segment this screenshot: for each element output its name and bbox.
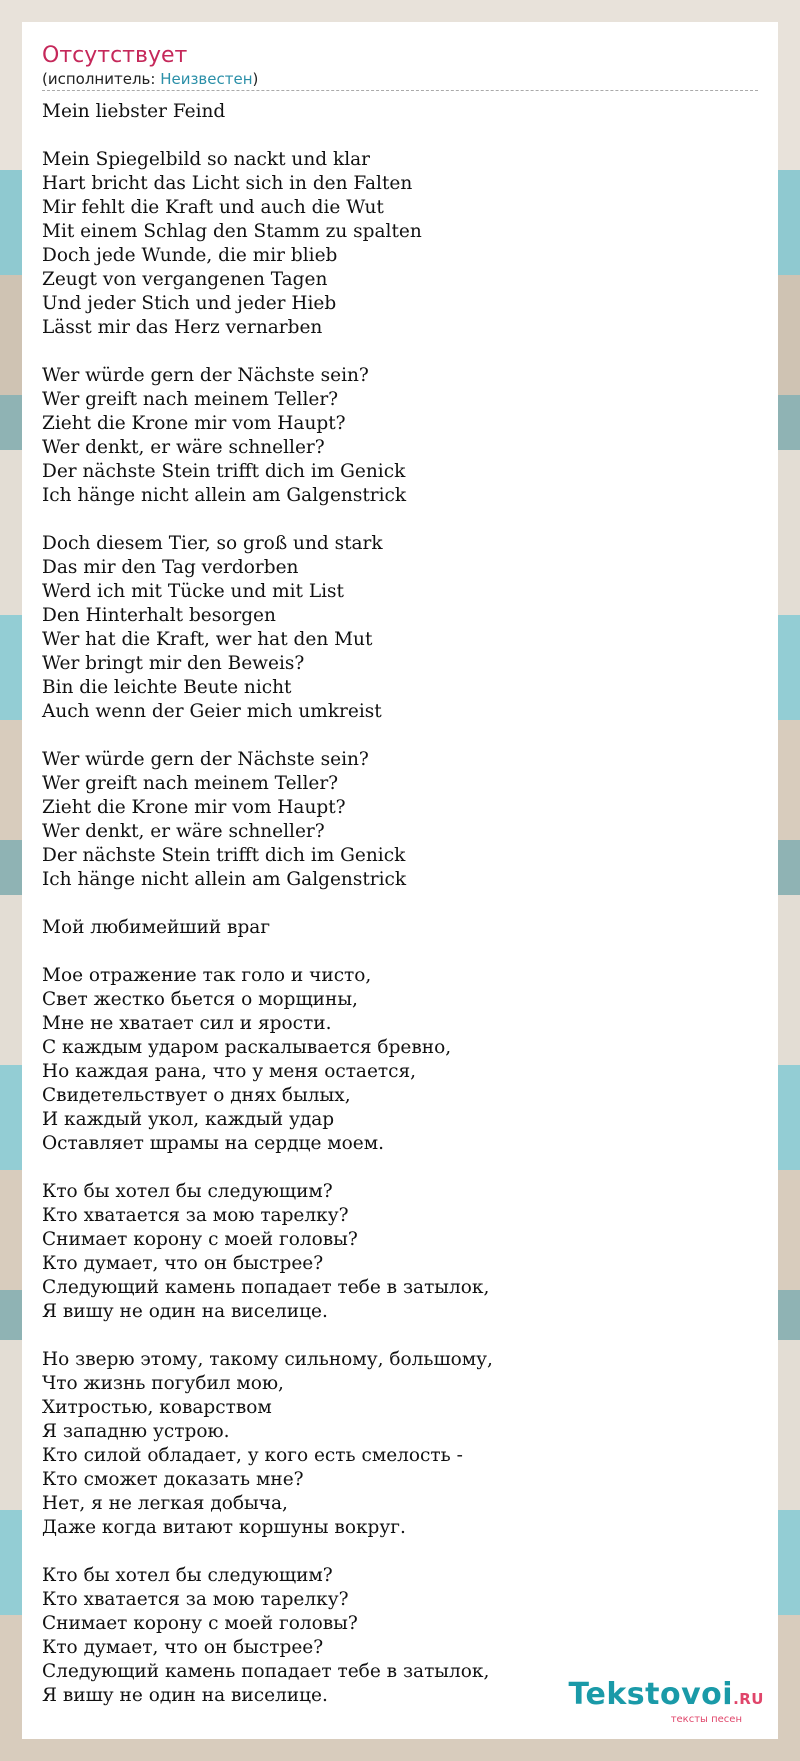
- artist-line: [42, 70, 758, 91]
- lyric-line: Doch jede Wunde, die mir blieb: [42, 245, 338, 266]
- lyric-line: Werd ich mit Tücke und mit List: [42, 581, 344, 602]
- song-title: Отсутствует: [42, 43, 188, 68]
- lyric-line: Кто хватается за мою тарелку?: [42, 1205, 349, 1226]
- lyric-line: Und jeder Stich und jeder Hieb: [42, 293, 337, 314]
- lyric-line: Der nächste Stein trifft dich im Genick: [42, 845, 406, 866]
- lyric-line: Wer greift nach meinem Teller?: [42, 389, 339, 410]
- lyric-line: Что жизнь погубил мою,: [42, 1373, 284, 1394]
- artist-suffix: ): [252, 70, 259, 88]
- lyric-line: Das mir den Tag verdorben: [42, 557, 299, 578]
- lyric-line: Mein Spiegelbild so nackt und klar: [42, 149, 370, 170]
- lyric-line: Zieht die Krone mir vom Haupt?: [42, 413, 346, 434]
- lyric-line: Кто силой обладает, у кого есть смелость -: [42, 1445, 463, 1466]
- lyric-line: С каждым ударом раскалывается бревно,: [42, 1037, 452, 1058]
- lyric-line: Wer denkt, er wäre schneller?: [42, 437, 325, 458]
- lyric-line: Даже когда витают коршуны вокруг.: [42, 1517, 406, 1538]
- stanza-gap: [42, 724, 758, 748]
- lyric-line: Zieht die Krone mir vom Haupt?: [42, 797, 346, 818]
- lyric-line: Мне не хватает сил и ярости.: [42, 1013, 332, 1034]
- lyric-line: Снимает корону с моей головы?: [42, 1613, 358, 1634]
- stanza-gap: [42, 940, 758, 964]
- lyric-line: Оставляет шрамы на сердце моем.: [42, 1133, 385, 1154]
- lyric-line: Свидетельствует о днях былых,: [42, 1085, 351, 1106]
- artist-link[interactable]: Неизвестен: [160, 70, 253, 88]
- lyric-line: Нет, я не легкая добыча,: [42, 1493, 288, 1514]
- stanza-gap: [42, 124, 758, 148]
- lyric-line: Я западню устрою.: [42, 1421, 230, 1442]
- stanza-gap: [42, 1156, 758, 1180]
- lyric-line: Ich hänge nicht allein am Galgenstrick: [42, 485, 407, 506]
- lyric-line: Mein liebster Feind: [42, 101, 226, 122]
- logo-tld: .RU: [733, 1690, 764, 1708]
- lyric-line: Но зверю этому, такому сильному, большому,: [42, 1349, 493, 1370]
- stanza-gap: [42, 892, 758, 916]
- lyric-line: Wer greift nach meinem Teller?: [42, 773, 339, 794]
- site-logo[interactable]: [569, 1679, 764, 1725]
- lyric-line: Den Hinterhalt besorgen: [42, 605, 276, 626]
- lyric-line: Mir fehlt die Kraft und auch die Wut: [42, 197, 384, 218]
- lyrics-page: [22, 22, 778, 1739]
- lyric-line: Снимает корону с моей головы?: [42, 1229, 358, 1250]
- lyric-line: Но каждая рана, что у меня остается,: [42, 1061, 417, 1082]
- lyric-line: Свет жестко бьется о морщины,: [42, 989, 358, 1010]
- lyric-line: Zeugt von vergangenen Tagen: [42, 269, 328, 290]
- stanza-gap: [42, 1540, 758, 1564]
- lyric-line: Кто сможет доказать мне?: [42, 1469, 304, 1490]
- lyric-line: Doch diesem Tier, so groß und stark: [42, 533, 383, 554]
- logo-name: Tekstovoi: [568, 1677, 734, 1712]
- lyric-line: Wer denkt, er wäre schneller?: [42, 821, 325, 842]
- lyric-line: Хитростью, коварством: [42, 1397, 272, 1418]
- lyric-line: Lässt mir das Herz vernarben: [42, 317, 323, 338]
- lyric-line: Кто бы хотел бы следующим?: [42, 1565, 333, 1586]
- logo-tagline: тексты песен: [670, 1714, 742, 1725]
- stanza-gap: [42, 1324, 758, 1348]
- lyric-line: Мое отражение так голо и чисто,: [42, 965, 372, 986]
- lyric-line: Bin die leichte Beute nicht: [42, 677, 292, 698]
- stanza-gap: [42, 340, 758, 364]
- lyric-line: Wer hat die Kraft, wer hat den Mut: [42, 629, 373, 650]
- lyric-line: Mit einem Schlag den Stamm zu spalten: [42, 221, 422, 242]
- lyric-line: Ich hänge nicht allein am Galgenstrick: [42, 869, 407, 890]
- lyric-line: Я вишу не один на виселице.: [42, 1685, 328, 1706]
- lyrics-text: [42, 100, 758, 1708]
- lyric-line: Wer bringt mir den Beweis?: [42, 653, 305, 674]
- artist-prefix: (исполнитель:: [42, 70, 161, 88]
- lyric-line: Мой любимейший враг: [42, 917, 271, 938]
- lyric-line: Кто хватается за мою тарелку?: [42, 1589, 349, 1610]
- lyric-line: Кто думает, что он быстрее?: [42, 1637, 324, 1658]
- lyric-line: Я вишу не один на виселице.: [42, 1301, 328, 1322]
- lyric-line: Следующий камень попадает тебе в затылок,: [42, 1661, 490, 1682]
- stanza-gap: [42, 508, 758, 532]
- lyric-line: Auch wenn der Geier mich umkreist: [42, 701, 382, 722]
- lyric-line: Wer würde gern der Nächste sein?: [42, 365, 369, 386]
- lyric-line: Кто бы хотел бы следующим?: [42, 1181, 333, 1202]
- lyric-line: Следующий камень попадает тебе в затылок,: [42, 1277, 490, 1298]
- lyric-line: Der nächste Stein trifft dich im Genick: [42, 461, 406, 482]
- lyric-line: Кто думает, что он быстрее?: [42, 1253, 324, 1274]
- lyric-line: И каждый укол, каждый удар: [42, 1109, 335, 1130]
- lyric-line: Wer würde gern der Nächste sein?: [42, 749, 369, 770]
- lyric-line: Hart bricht das Licht sich in den Falten: [42, 173, 413, 194]
